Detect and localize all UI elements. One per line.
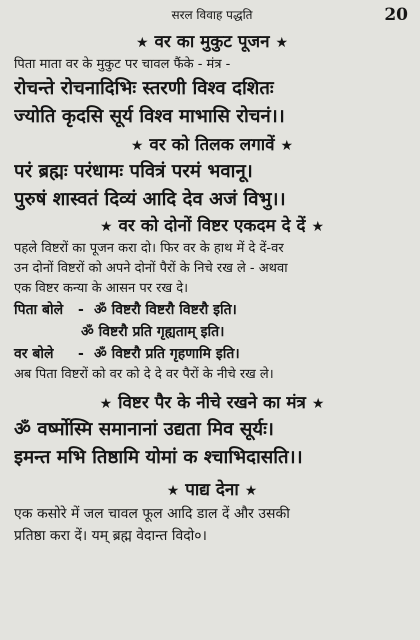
star-icon: ★: [166, 483, 180, 499]
star-icon: ★: [135, 35, 149, 51]
star-icon: ★: [275, 35, 289, 51]
mukut-instruction: पिता माता वर के मुकुट पर चावल फैंके - मंत्र -: [14, 57, 231, 72]
section-heading-vishtar: ★ वर को दोनों विष्टर एकदम दे दें ★: [99, 216, 325, 236]
padya-prose-line-2: प्रतिष्ठा करा दें। यम् ब्रह्म वेदान्त विदो०।: [14, 528, 207, 544]
speech-dash: -: [78, 302, 84, 318]
star-icon: ★: [244, 483, 258, 499]
vishtar-prose-line-1: पहले विष्टरों का पूजन करा दो। फिर वर के हाथ में दे दें-वर: [14, 241, 284, 256]
section-heading-mukut: ★ वर का मुकुट पूजन ★: [135, 32, 289, 52]
pita-label: पिता बोले: [14, 302, 64, 318]
vishtar-prose-line-2: उन दोनों विष्टरों को अपने दोनों पैरों के निचे रख ले - अथवा: [14, 261, 288, 276]
star-icon: ★: [99, 396, 113, 412]
vishtar-prose-line-4: अब पिता विष्टरों को वर को दे दे वर पैरों के नीचे रख ले।: [14, 367, 274, 382]
section-heading-pair: ★ विष्टर पैर के नीचे रखने का मंत्र ★: [99, 393, 325, 413]
section-heading-padya: ★ पाद्य देना ★: [166, 480, 258, 500]
star-icon: ★: [99, 219, 113, 235]
pita-speech-line-2: [14, 321, 410, 343]
pair-mantra-line-1: ॐ वर्ष्मोस्मि समानानां उद्यता मिव सूर्यः।: [14, 419, 274, 440]
var-mantra: ॐ विष्टरौ प्रति गृहणामि इति।: [94, 346, 240, 362]
mukut-mantra-line-2: ज्योति कृदसि सूर्य विश्व माभासि रोचनं।।: [14, 106, 285, 127]
mukut-mantra-line-1: रोचन्ते रोचनादिभिः स्तरणी विश्व दशितः: [14, 78, 274, 99]
page-number: 20: [384, 5, 408, 25]
tilak-mantra-line-1: परं ब्रह्मः परंधामः पवित्रं परमं भवानू।: [14, 161, 253, 182]
pita-mantra-2: ॐ विष्टरौ प्रति गृह्यताम् इति।: [81, 324, 225, 340]
var-speech-line: [14, 343, 410, 365]
star-icon: ★: [280, 138, 294, 154]
star-icon: ★: [311, 219, 325, 235]
page-header: [14, 4, 410, 26]
pita-mantra-1: ॐ विष्टरौ विष्टरौ विष्टरौ इति।: [94, 302, 237, 318]
padya-prose-line-1: एक कसोरे में जल चावल फूल आदि डाल दें और उसकी: [14, 506, 290, 522]
star-icon: ★: [311, 396, 325, 412]
pair-mantra-line-2: इमन्त मभि तिष्ठामि योमां क श्चाभिदासति।।: [14, 447, 303, 468]
var-label: वर बोले: [14, 346, 54, 362]
running-title: सरल विवाह पद्धति: [171, 8, 253, 22]
tilak-mantra-line-2: पुरुषं शास्वतं दिव्यं आदि देव अजं विभु।।: [14, 189, 286, 210]
section-heading-tilak: ★ वर को तिलक लगावें ★: [130, 135, 294, 155]
pita-speech-line-1: [14, 299, 410, 321]
speech-dash: -: [78, 346, 84, 362]
vishtar-prose-line-3: एक विष्टर कन्या के आसन पर रख दे।: [14, 281, 189, 296]
star-icon: ★: [130, 138, 144, 154]
